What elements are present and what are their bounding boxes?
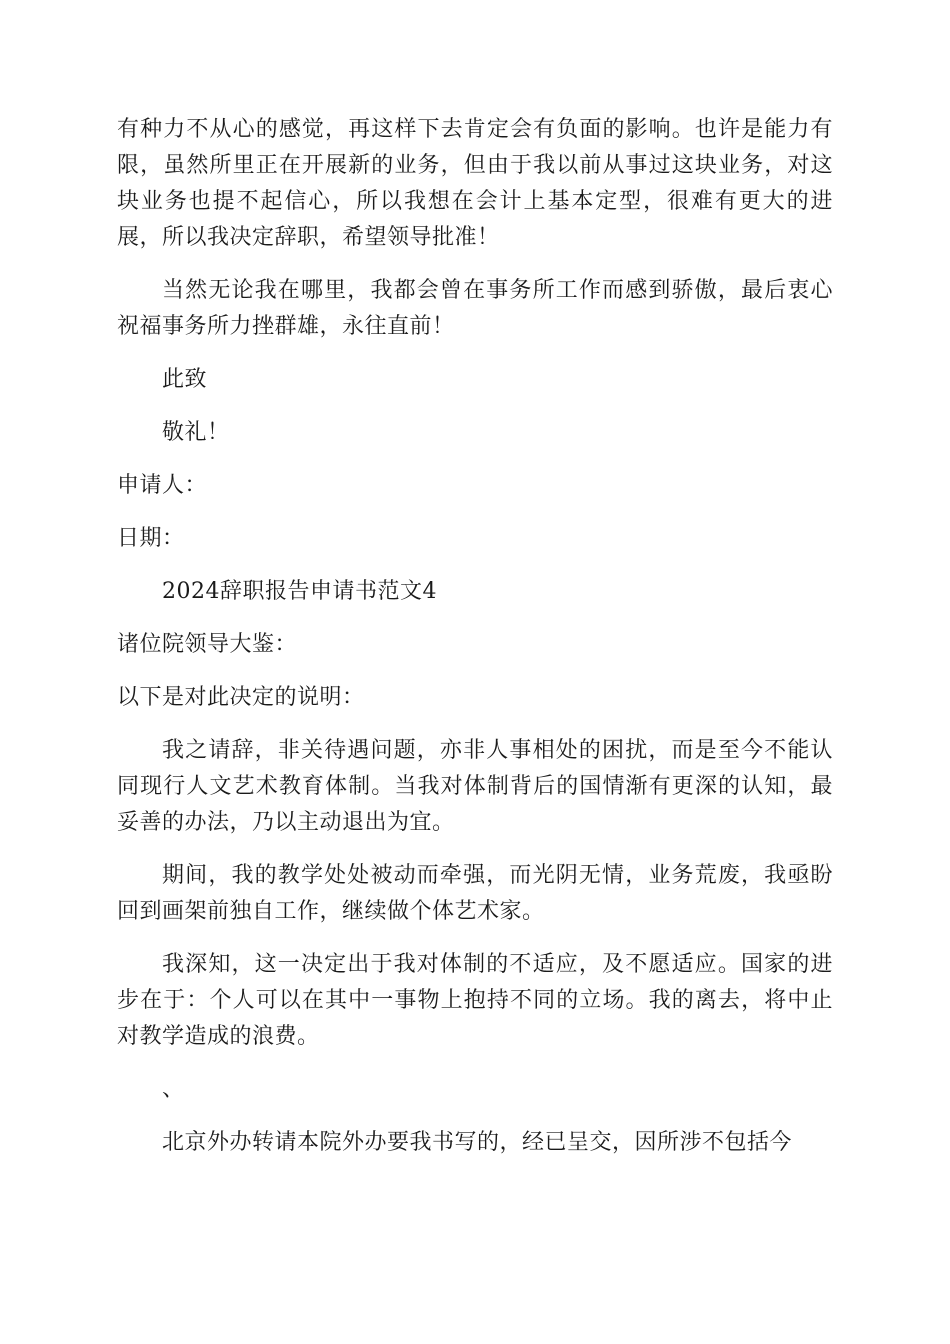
intro-line: 以下是对此决定的说明：: [117, 685, 365, 710]
date-label: 日期：: [117, 526, 185, 551]
paragraph-continuation: 有种力不从心的感觉，再这样下去肯定会有负面的影响。也许是能力有限，虽然所里正在开展新的业务，但由于我以前从事过这块业务，对这块业务也提不起信心，所以我想在会计上基本定型，很难有更大的进展，所以我决定辞职，希望领导批准！: [117, 117, 833, 250]
salutation-cizhi: 此致: [162, 367, 208, 392]
salutation-jingli: 敬礼！: [162, 420, 230, 445]
punctuation-mark: 、: [162, 1077, 185, 1102]
paragraph-beijing: 北京外办转请本院外办要我书写的，经已呈交，因所涉不包括今: [162, 1130, 793, 1155]
section-heading: 2024辞职报告申请书范文4: [162, 579, 437, 604]
paragraph-closing-wishes: 当然无论我在哪里，我都会曾在事务所工作而感到骄傲，最后衷心祝福事务所力挫群雄，永往直前！: [117, 278, 833, 339]
paragraph-reason: 我之请辞，非关待遇问题，亦非人事相处的困扰，而是至今不能认同现行人文艺术教育体制。当我对体制背后的国情渐有更深的认知，最妥善的办法，乃以主动退出为宜。: [117, 738, 833, 835]
applicant-label: 申请人：: [117, 473, 208, 498]
paragraph-teaching: 期间，我的教学处处被动而牵强，而光阴无情，业务荒废，我亟盼回到画架前独自工作，继续做个体艺术家。: [117, 863, 833, 924]
paragraph-awareness: 我深知，这一决定出于我对体制的不适应，及不愿适应。国家的进步在于：个人可以在其中一事物上抱持不同的立场。我的离去，将中止对教学造成的浪费。: [117, 952, 833, 1049]
document-body: [117, 112, 833, 1178]
letter-greeting: 诸位院领导大鉴：: [117, 632, 298, 657]
